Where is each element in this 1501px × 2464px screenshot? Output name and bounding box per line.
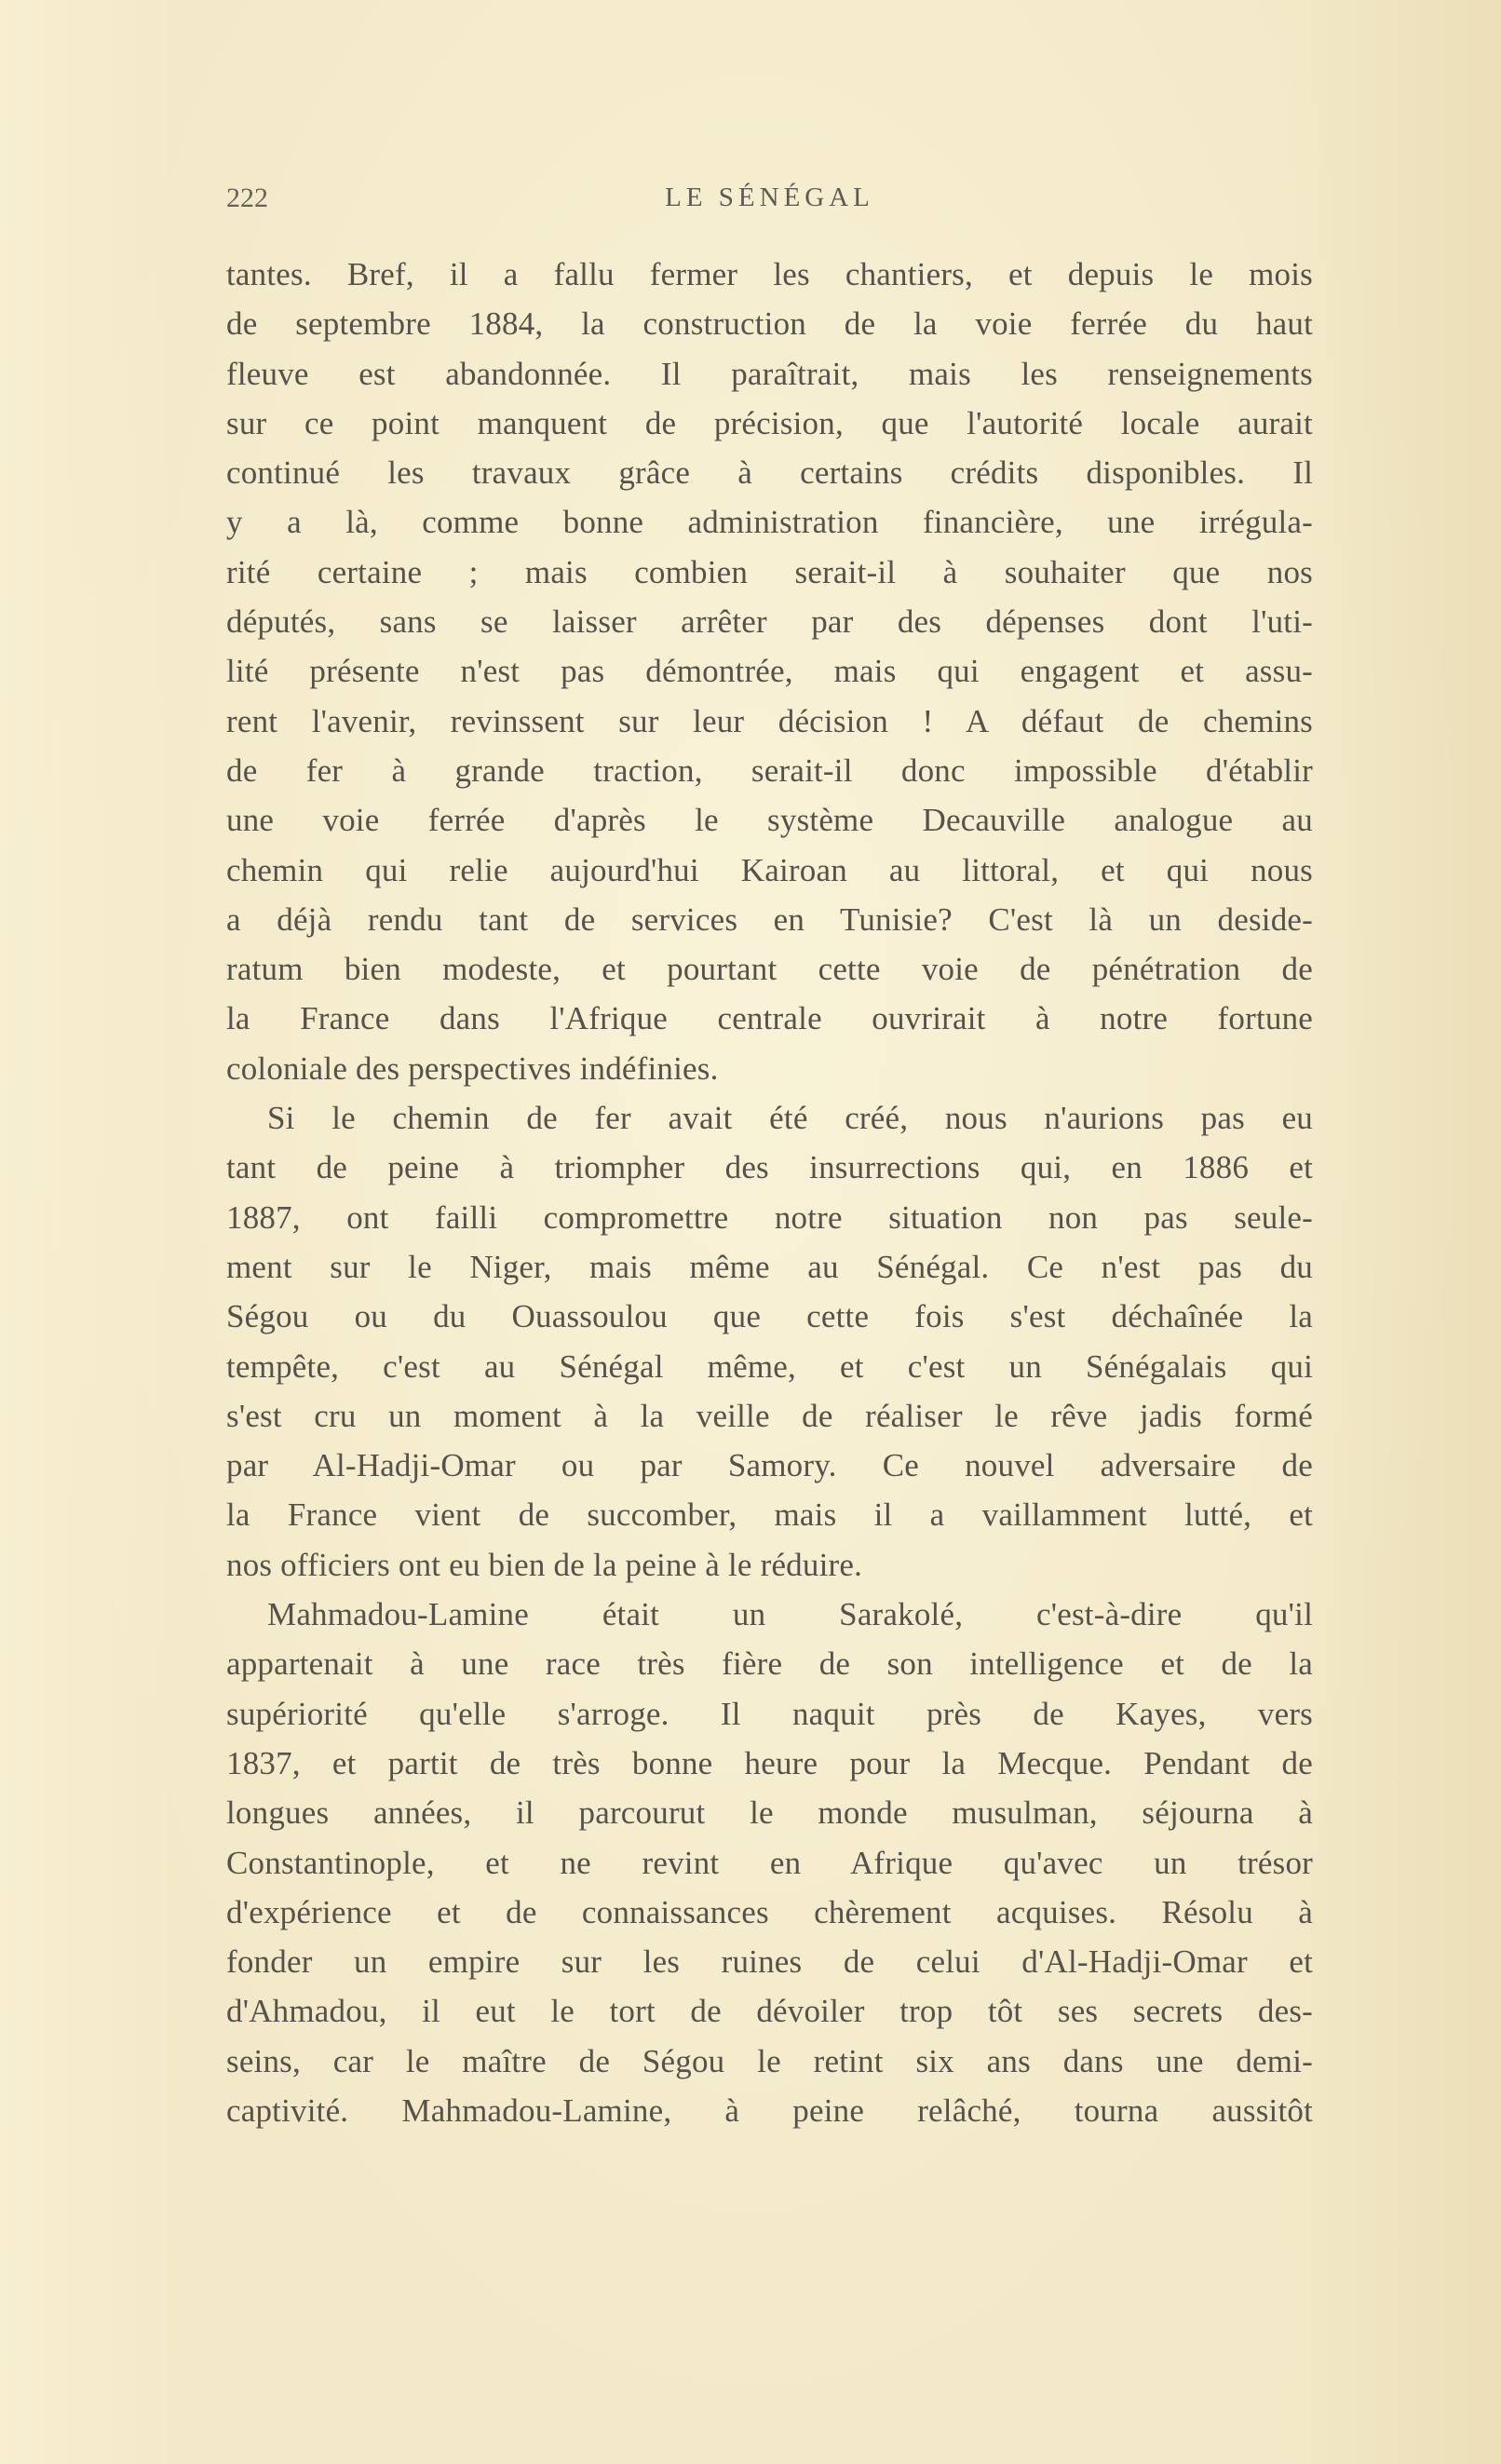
text-line: seins, car le maître de Ségou le retint six ans dans une demi- <box>226 2042 1313 2079</box>
text-line: fonder un empire sur les ruines de celui d'Al-Hadji-Omar et <box>226 1943 1313 1981</box>
text-line: Ségou ou du Ouassoulou que cette fois s'est déchaînée la <box>226 1298 1313 1335</box>
text-line: de fer à grande traction, serait-il donc impossible d'établir <box>226 751 1313 789</box>
text-line: tant de peine à triompher des insurrections qui, en 1886 et <box>226 1149 1313 1186</box>
text-line: ratum bien modeste, et pourtant cette voie de pénétration de <box>226 951 1313 988</box>
text-line: rité certaine ; mais combien serait-il à souhaiter que nos <box>226 553 1313 590</box>
text-line: 1837, et partit de très bonne heure pour la Mecque. Pendant de <box>226 1744 1313 1781</box>
page-number: 222 <box>226 183 268 213</box>
text-line: 1887, ont failli compromettre notre situation non pas seule- <box>226 1198 1313 1236</box>
text-line: tantes. Bref, il a fallu fermer les chantiers, et depuis le mois <box>226 256 1313 292</box>
text-line: Mahmadou-Lamine était un Sarakolé, c'est-à-dire qu'il <box>267 1596 1313 1633</box>
text-line: Si le chemin de fer avait été créé, nous n'aurions pas eu <box>267 1100 1313 1137</box>
text-line: la France dans l'Afrique centrale ouvrirait à notre fortune <box>226 1000 1313 1037</box>
text-line: s'est cru un moment à la veille de réaliser le rêve jadis formé <box>226 1397 1313 1434</box>
text-line: de septembre 1884, la construction de la voie ferrée du haut <box>226 305 1313 343</box>
text-line: continué les travaux grâce à certains crédits disponibles. Il <box>226 454 1313 492</box>
paragraph <box>226 1590 1313 2135</box>
text-line: captivité. Mahmadou-Lamine, à peine relâché, tourna aussitôt <box>226 2092 1313 2129</box>
text-line: d'Ahmadou, il eut le tort de dévoiler trop tôt ses secrets des- <box>226 1993 1313 2030</box>
paragraph <box>226 1093 1313 1590</box>
text-line: la France vient de succomber, mais il a vaillamment lutté, et <box>226 1496 1313 1534</box>
text-line: Constantinople, et ne revint en Afrique qu'avec un trésor <box>226 1844 1313 1881</box>
running-head <box>226 183 1313 220</box>
text-line: députés, sans se laisser arrêter par des dépenses dont l'uti- <box>226 603 1313 641</box>
text-line: a déjà rendu tant de services en Tunisie? C'est là un deside- <box>226 900 1313 938</box>
text-line: rent l'avenir, revinssent sur leur décision ! A défaut de chemins <box>226 702 1313 739</box>
running-title: LE SÉNÉGAL <box>665 183 874 212</box>
text-line: une voie ferrée d'après le système Decauville analogue au <box>226 802 1313 839</box>
text-line: nos officiers ont eu bien de la peine à le réduire. <box>226 1546 863 1583</box>
text-line: supériorité qu'elle s'arroge. Il naquit près de Kayes, vers <box>226 1695 1313 1732</box>
text-line: lité présente n'est pas démontrée, mais qui engagent et assu- <box>226 653 1313 690</box>
text-line: par Al-Hadji-Omar ou par Samory. Ce nouvel adversaire de <box>226 1447 1313 1484</box>
text-line: ment sur le Niger, mais même au Sénégal. Ce n'est pas du <box>226 1248 1313 1285</box>
text-line: sur ce point manquent de précision, que l'autorité locale aurait <box>226 404 1313 441</box>
text-line: tempête, c'est au Sénégal même, et c'est un Sénégalais qui <box>226 1347 1313 1385</box>
text-line: longues années, il parcourut le monde musulman, séjourna à <box>226 1794 1313 1832</box>
paragraph <box>226 250 1313 1093</box>
text-line: chemin qui relie aujourd'hui Kairoan au littoral, et qui nous <box>226 851 1313 888</box>
text-line: coloniale des perspectives indéfinies. <box>226 1049 719 1087</box>
text-line: d'expérience et de connaissances chèrement acquises. Résolu à <box>226 1893 1313 1930</box>
body-text <box>226 250 1313 2135</box>
text-line: appartenait à une race très fière de son intelligence et de la <box>226 1645 1313 1683</box>
text-line: fleuve est abandonnée. Il paraîtrait, mais les renseignements <box>226 355 1313 392</box>
text-line: y a là, comme bonne administration financière, une irrégula- <box>226 504 1313 541</box>
